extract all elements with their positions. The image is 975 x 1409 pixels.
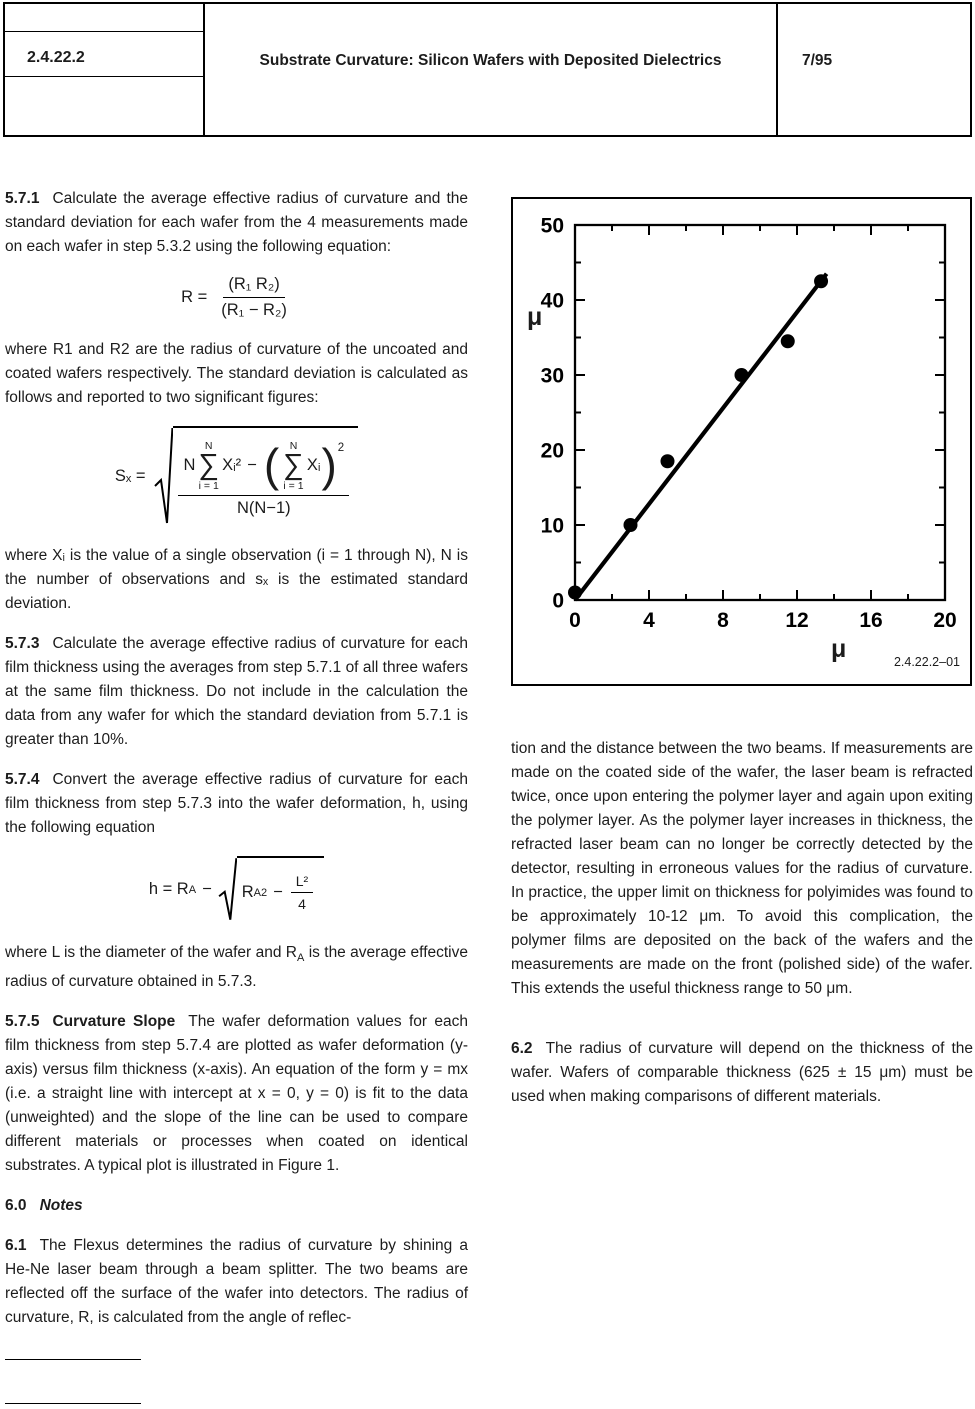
radical-tail-icon [154,426,173,526]
equation-radius [5,275,468,320]
section-number: 6.0 [5,1197,27,1215]
section-number: 5.7.5 [5,1013,40,1031]
equation-std-dev [5,426,468,526]
equation-lhs: h = R A − [148,880,212,899]
summation-symbol: N ∑ i = 1 [283,440,304,492]
svg-text:8: 8 [717,609,729,632]
section-number: 5.7.3 [5,635,40,652]
section-number: 5.7.4 [5,771,40,788]
coefficient: N [183,456,196,475]
paragraph-6-2 [511,1037,973,1109]
equation-lhs: Sₓ = [114,466,146,485]
paragraph-5-7-4 [5,768,468,840]
fraction-numerator: L² [291,873,313,893]
radicand [173,426,358,526]
paragraph-text: Calculate the average effective radius of curvature and the standard deviation for each wafer from the 4 measurements made on each wafer in step 5.3.2 using the following equation: [5,190,468,255]
doc-title: Substrate Curvature: Silicon Wafers with Deposited Dielectrics [259,52,722,69]
doc-number: 2.4.22.2 [27,49,85,66]
paragraph-text: tion and the distance between the two beams. If measurements are made on the coated side of the wafer, the laser beam is refracted twice, once upon entering the polymer layer and again upon exiting the polymer layer. As the polymer layer increases in thickness, the refracted laser beam can no longer be correctly detected by the detector, resulting in erroneous values for the radius of curvature. In practice, the upper limit on thickness for polyimides was found to be approximately 10-12 μm. To avoid this complication, the polymer films are deposited on the back of the wafers and the measurements are made on the front (polished side) of the wafer. This extends the useful thickness range to 50 μm. [511,740,973,997]
svg-text:20: 20 [933,609,957,632]
svg-text:10: 10 [540,514,564,538]
equation-deformation [5,856,468,923]
svg-text:50: 50 [540,214,564,238]
paragraph-6-0 [5,1194,468,1218]
paragraph-text: Convert the average effective radius of curvature for each film thickness from step 5.7.3 into the wafer deformation, h, using the following equation [5,771,468,836]
open-paren: ( [263,439,280,492]
fraction [178,440,349,518]
svg-text:0: 0 [569,609,581,632]
svg-text:20: 20 [540,439,564,463]
radicand: R A 2 − $\frac{\text{L²}}{4}$ [237,856,324,923]
x-axis-label: μ [831,635,847,663]
fraction-numerator [178,440,349,496]
paren-exponent: 2 [337,442,345,455]
close-paren: ) [321,439,337,492]
svg-text:16: 16 [859,609,883,632]
paragraph-5-7-1 [5,187,468,259]
equation-lhs: R = [181,288,208,306]
paragraph-where-l: where L is the diameter of the wafer and $R_A$ is the average effective radius of curvature obtained in 5.7.3. [5,944,468,991]
minus-operator: − [273,883,283,902]
fraction-numerator: (R₁ R₂) [223,275,284,298]
paragraph-text: The Flexus determines the radius of curvature by shining a He-Ne laser beam through a beam splitter. The two beams are reflected off the surface of the wafer into detectors. The radius of curvature, R, is calculated from the angle of reflec- [5,1237,468,1327]
section-number: 6.1 [5,1237,27,1255]
svg-text:4: 4 [643,609,655,632]
paragraph-6-1-continued [511,737,973,1001]
header-rule-top [5,31,203,32]
chart-plot [513,199,970,680]
svg-text:0: 0 [552,589,564,613]
footnote-rule-1 [5,1359,141,1360]
paragraph-text: The radius of curvature will depend on the thickness of the wafer. Wafers of comparable thickness (625 ± 15 μm) must be used when making comparisons of different materials. [511,1040,973,1105]
paragraph-text: The wafer deformation values for each film thickness from step 5.7.4 are plotted as wafer deformation (y-axis) versus film thickness (x-axis). An equation of the form y = mx (i.e. a straight line with intercept at x = 0, y = 0) is fit to the data (unweighted) and the slope of the line can be used to compare different materials or processes when coated on identical substrates. A typical plot is illustrated in Figure 1. [5,1013,468,1175]
summation-symbol: N ∑ i = 1 [198,440,220,492]
minus-operator: − [247,456,257,475]
document-header [3,2,972,137]
figure-caption: 2.4.22.2–01 [893,655,960,669]
paragraph-text: Calculate the average effective radius of curvature for each film thickness using the averages from step 5.7.1 of all three wafers at the same film thickness. Do not include in the calculation the data from any wafer for which the standard deviation from 5.7.1 is greater than 10%. [5,635,468,748]
radical-tail-icon [218,856,237,923]
header-rule-bottom [5,76,203,77]
footnote-rule-2 [5,1403,141,1404]
fraction-denominator: N(N−1) [236,498,291,517]
svg-text:30: 30 [540,364,564,388]
header-date-cell [778,4,970,135]
minus-operator: − [202,880,212,899]
radical [218,856,324,923]
content-left-column [5,187,468,1346]
paragraph-text: where Xᵢ is the value of a single observation (i = 1 through N), N is the number of observations and sₓ is the estimated standard deviation. [5,547,468,612]
section-number: 5.7.1 [5,190,40,207]
content-right-column [511,737,973,1145]
fraction [216,275,292,320]
section-heading: Curvature Slope [52,1013,176,1031]
figure-1 [511,197,972,686]
fraction [291,873,313,912]
svg-text:12: 12 [785,609,809,632]
fraction-denominator: 4 [298,896,306,913]
y-axis-label: μ [527,303,543,331]
paragraph-5-7-3 [5,632,468,752]
paragraph-where-r1-r2 [5,338,468,410]
section-heading: Notes [39,1197,83,1215]
radical [154,426,358,526]
sum-term: Xᵢ² [222,456,242,475]
header-doc-number-cell [5,4,205,135]
sum-term: Xᵢ [306,456,321,475]
paragraph-5-7-5 [5,1010,468,1178]
svg-text:40: 40 [540,289,564,313]
fraction-denominator: (R₁ − R₂) [221,301,287,319]
paragraph-6-1 [5,1234,468,1330]
section-number: 6.2 [511,1040,533,1057]
doc-date: 7/95 [802,52,833,69]
header-title-cell [205,4,778,135]
paragraph-where-xi [5,544,468,616]
paragraph-text: where R1 and R2 are the radius of curvature of the uncoated and coated wafers respectively. The standard deviation is calculated as follows and reported to two significant figures: [5,341,468,406]
